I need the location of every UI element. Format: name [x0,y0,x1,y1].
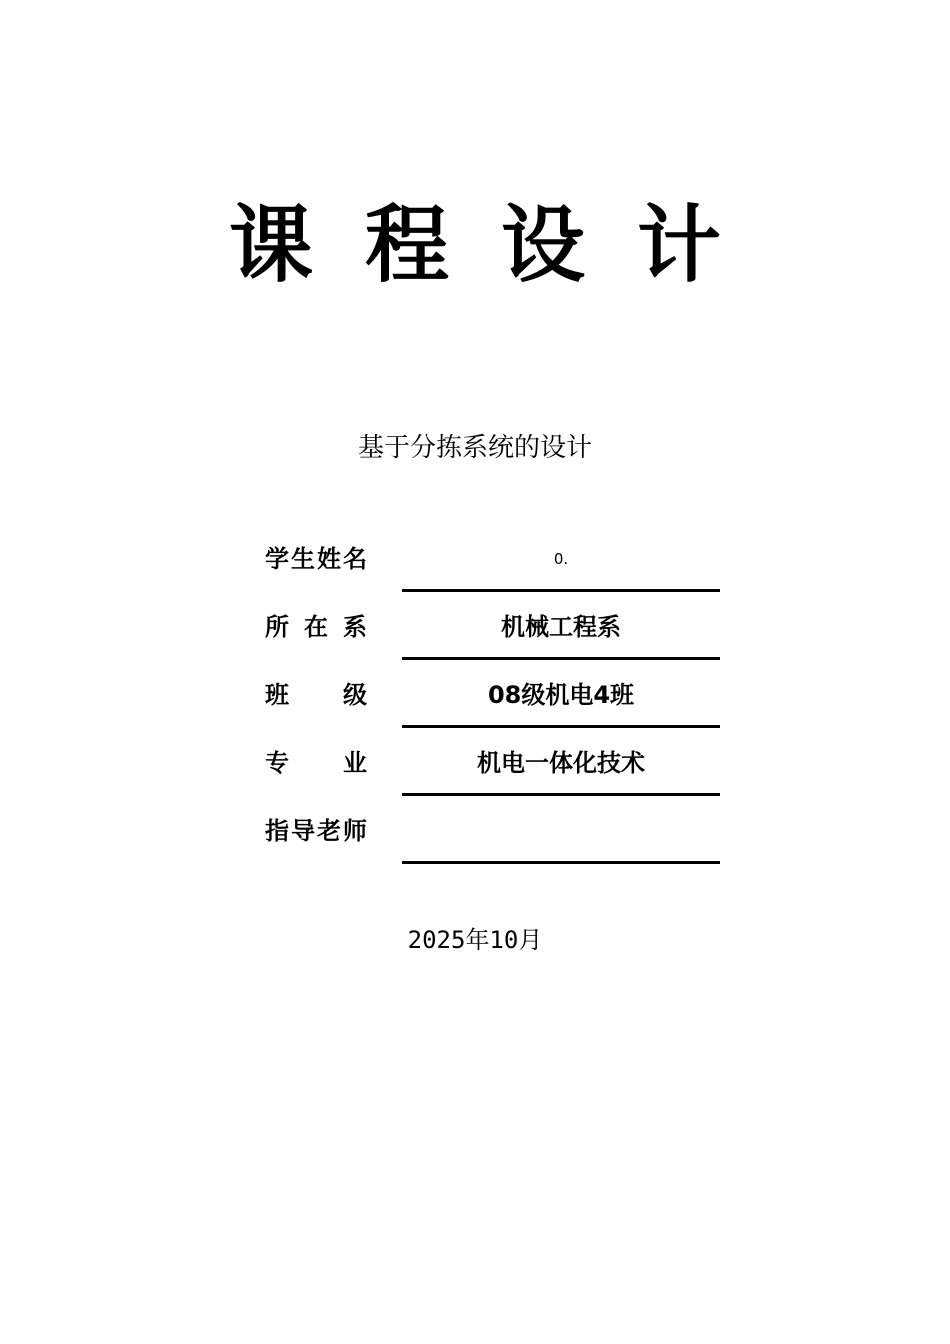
label-char: 系 [343,613,367,641]
class-label [265,678,367,712]
label-char: 师 [343,817,367,845]
submission-date: 2025年10月 [407,926,543,954]
major-row [265,728,720,796]
label-char: 名 [343,545,367,573]
label-char: 在 [304,613,328,641]
cover-title: 课程设计 [228,195,773,294]
major-value: 机电一体化技术 [477,749,645,777]
label-char: 学 [265,545,289,573]
advisor-value [402,814,720,848]
label-char: 生 [291,545,315,573]
department-value: 机械工程系 [501,613,621,641]
label-char: 级 [343,681,367,709]
label-char: 姓 [317,545,341,573]
advisor-row [265,796,720,864]
student-name-row [265,524,720,592]
label-char: 导 [291,817,315,845]
label-char: 所 [265,613,289,641]
label-char: 老 [317,817,341,845]
label-char: 班 [265,681,289,709]
project-subtitle: 基于分拣系统的设计 [357,433,592,463]
class-row [265,660,720,728]
label-char: 专 [265,749,289,777]
label-char: 业 [343,749,367,777]
department-label [265,610,367,644]
underline [402,861,720,864]
label-char: 指 [265,817,289,845]
advisor-label [265,814,367,848]
major-label [265,746,367,780]
class-value: 08级机电4班 [487,681,635,709]
student-name-value: 0. [553,550,569,568]
student-name-label [265,542,367,576]
department-row [265,592,720,660]
